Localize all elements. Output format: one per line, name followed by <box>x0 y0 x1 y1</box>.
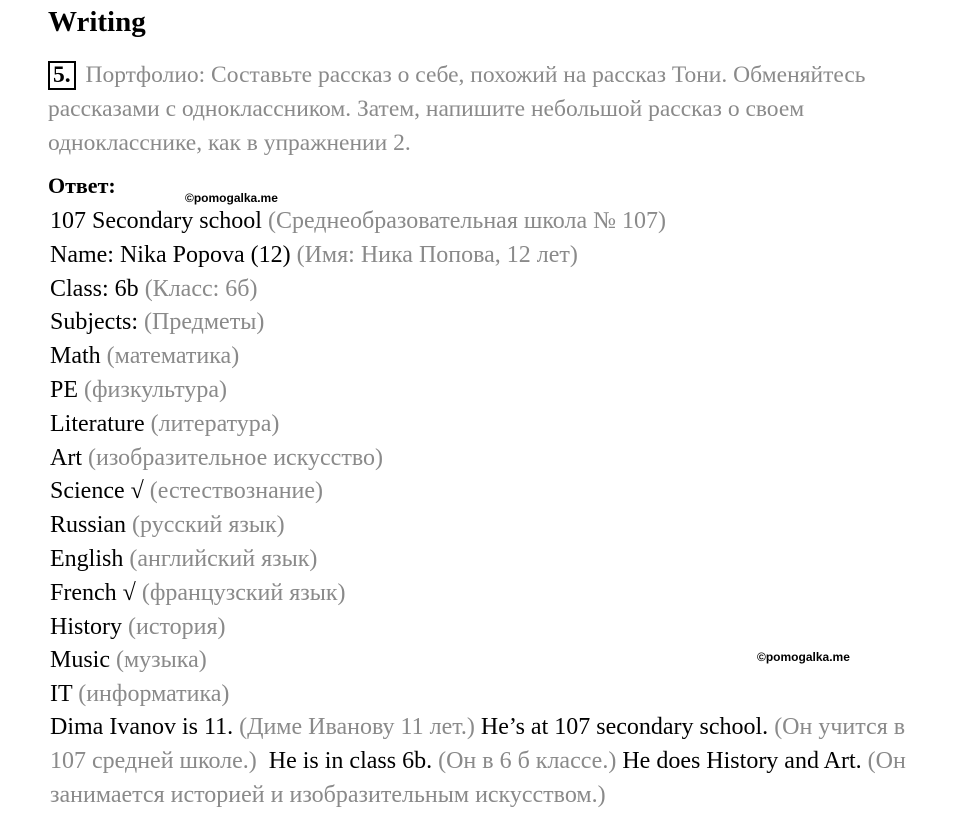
russian-translation: (изобразительное искусство) <box>88 444 383 471</box>
english-text: Math <box>50 343 101 370</box>
english-text: Science <box>50 478 125 505</box>
russian-translation: (Имя: Ника Попова, 12 лет) <box>296 241 578 268</box>
list-item <box>50 577 930 611</box>
russian-translation: (физкультура) <box>84 376 227 403</box>
english-text: Name: Nika Popova (12) <box>50 241 291 268</box>
watermark: ©pomogalka.me <box>757 650 850 664</box>
english-text: Art <box>50 444 82 471</box>
list-item <box>50 543 930 577</box>
checkmark-icon: √ <box>122 579 136 606</box>
list-item <box>50 273 930 307</box>
english-text: PE <box>50 376 79 403</box>
list-item <box>50 340 930 374</box>
list-item <box>50 509 930 543</box>
list-item <box>50 374 930 408</box>
russian-translation: (Класс: 6б) <box>144 275 258 302</box>
russian-translation: (литература) <box>150 410 280 437</box>
russian-translation: (английский язык) <box>129 545 318 572</box>
english-text: Subjects: <box>50 309 138 336</box>
russian-translation: (Предметы) <box>144 309 265 336</box>
english-text: 107 Secondary school <box>50 208 262 234</box>
english-text: English <box>50 545 124 572</box>
russian-translation: (Он в 6 б классе.) <box>438 748 617 774</box>
task-number: 5. <box>48 61 76 90</box>
russian-translation: (музыка) <box>116 647 207 674</box>
list-item <box>50 306 930 340</box>
english-text: Dima Ivanov is 11. <box>50 714 234 740</box>
list-item <box>50 408 930 442</box>
english-text: History <box>50 613 122 640</box>
task-instruction <box>48 58 928 160</box>
list-item <box>50 442 930 476</box>
russian-translation: (Диме Иванову 11 лет.) <box>239 714 475 740</box>
checkmark-icon: √ <box>130 478 144 505</box>
answer-list <box>50 205 930 712</box>
list-item <box>50 205 930 239</box>
russian-translation: (естествознание) <box>149 478 324 505</box>
russian-translation: (Он учится в 107 средней школе.) <box>50 714 906 774</box>
answer-label: Ответ: <box>48 173 116 198</box>
list-item <box>50 611 930 645</box>
russian-translation: (история) <box>128 613 226 640</box>
task-text: Портфолио: Составьте рассказ о себе, похожий на рассказ Тони. Обменяйтесь рассказами с одноклассником. Затем, напишите небольшой рассказ о своем однокласснике, как в упражнении 2. <box>48 62 866 156</box>
watermark: ©pomogalka.me <box>185 191 278 205</box>
russian-translation: (Он занимается историей и изобразительным искусством.) <box>50 748 906 808</box>
russian-translation: (информатика) <box>78 681 230 708</box>
english-text: He does History and Art. <box>622 748 862 774</box>
list-item <box>50 239 930 273</box>
english-text: IT <box>50 681 73 708</box>
list-item <box>50 475 930 509</box>
english-text: He’s at 107 secondary school. <box>480 714 769 740</box>
page-heading: Writing <box>48 6 146 38</box>
answer-paragraph <box>50 710 930 812</box>
english-text: French <box>50 579 117 606</box>
list-item <box>50 678 930 712</box>
english-text: Russian <box>50 512 127 539</box>
english-text: Literature <box>50 410 145 437</box>
english-text: He is in class 6b. <box>268 748 433 774</box>
russian-translation: (русский язык) <box>132 512 285 539</box>
english-text: Music <box>50 647 110 674</box>
russian-translation: (французский язык) <box>141 579 346 606</box>
list-item <box>50 644 930 678</box>
russian-translation: (математика) <box>106 343 240 370</box>
english-text: Class: 6b <box>50 275 139 302</box>
russian-translation: (Среднеобразовательная школа № 107) <box>267 208 666 234</box>
